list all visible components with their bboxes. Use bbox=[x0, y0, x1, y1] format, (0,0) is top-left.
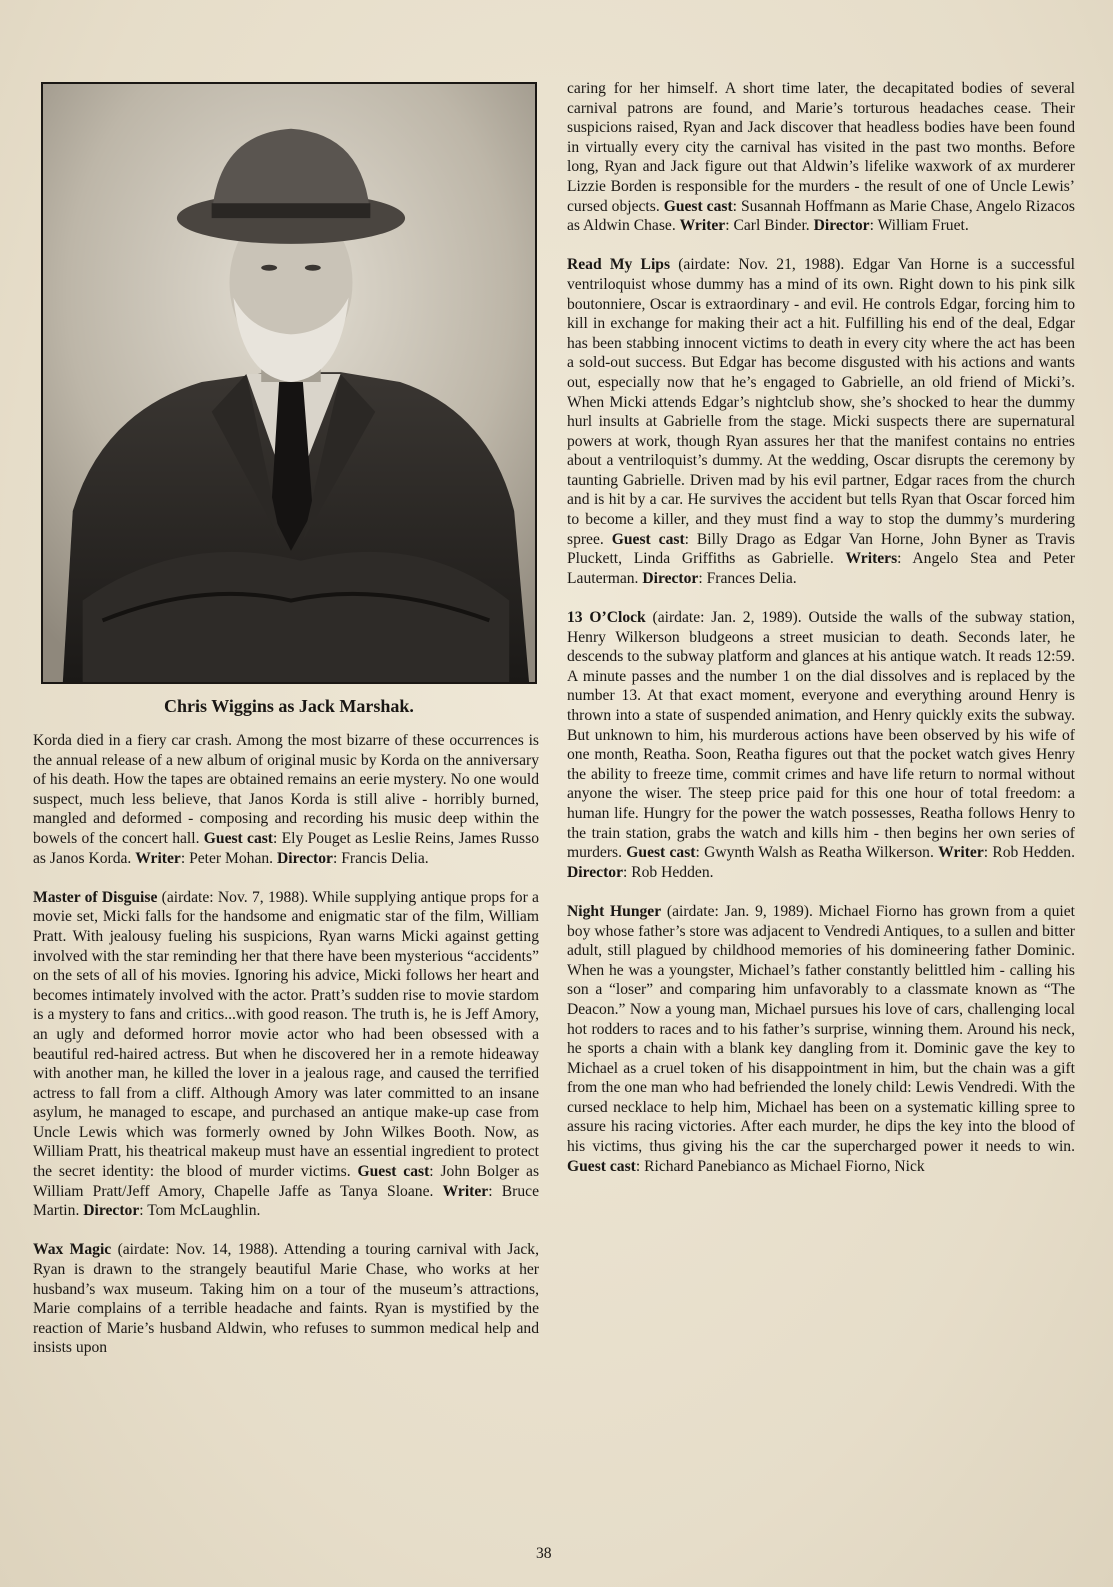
credit-label: Director bbox=[567, 863, 623, 881]
credit-label: Director bbox=[813, 217, 870, 235]
credit-text: Francis Delia. bbox=[341, 849, 429, 867]
portrait-image bbox=[43, 84, 535, 682]
credit-text: Angelo Stea and Peter Lauterman. bbox=[567, 550, 1075, 587]
episode-title: 13 O’Clock bbox=[567, 609, 646, 627]
credit-label: Director bbox=[276, 849, 333, 867]
credit-text: John Bolger as William Pratt/Jeff Amory, Chapelle Jaffe as Tanya Sloane. bbox=[33, 1163, 540, 1200]
credit-label: Writer bbox=[938, 844, 984, 862]
episode-night-hunger: Night Hunger (airdate: Jan. 9, 1989). Michael Fiorno has grown from a quiet boy whose father’s store was adjacent to Vendredi Antiques, to a sullen and bitter adult, still plagued by childhood memories of his domineering father Dominic. When he was a youngster, Michael’s father constantly belittled him - calling his son a “loser” and comparing him unfavorably to a classmate known as “The Deacon.” Now a young man, Michael pursues his love of cars, challenging local hot rodders to races and to his father’s surprise, winning them. Around his neck, he sports a chain with a blank key dangling from it. Dominic gave the key to Michael as a cruel token of his disappointment in him, but the chain was a gift from the one man who had befriended the lonely child: Lewis Vendredi. With the cursed necklace to help him, Michael has been on a systematic killing spree to assure his racing victories. After each murder, he dips the key into the blood of his victims, thus giving his the car the supercharged power it needs to win. Guest cast: Richard Panebianco as Michael Fiorno, Nick bbox=[567, 902, 1075, 1175]
credit-label: Guest cast bbox=[663, 197, 733, 215]
episode-body: Attending a touring carnival with Jack, Ryan is drawn to the strangely beautiful Marie Chase, who works at her husband’s wax museum. Taking him on a tour of the museum’s attractions, Marie complains of a terrible headache and faints. Ryan is mystified by the reaction of Marie’s husband Aldwin, who refuses to summon medical help and insists upon bbox=[33, 1241, 539, 1357]
right-column bbox=[567, 79, 1075, 1176]
credit-text: Billy Drago as Edgar Van Horne, John Byner as Travis Pluckett, Linda Griffiths as Gabrielle. bbox=[567, 530, 1076, 568]
credit-label: Guest cast bbox=[626, 844, 696, 862]
episode-airdate: (airdate: Nov. 7, 1988). bbox=[161, 888, 309, 906]
credit-text: Rob Hedden. bbox=[631, 863, 714, 881]
episode-body: caring for her himself. A short time later, the decapitated bodies of several carnival patrons are found, and Marie’s torturous headaches cease. Their suspicions raised, Ryan and Jack discover that headless bodies have been found in virtually every city the carnival has visited in the past two months. Before long, Ryan and Jack figure out that Aldwin’s lifelike waxwork of ax murderer Lizzie Borden is responsible for the murders - the result of one of Uncle Lewis’ cursed objects. bbox=[567, 80, 1075, 215]
credit-text: Frances Delia. bbox=[706, 569, 797, 587]
episode-title: Wax Magic bbox=[33, 1241, 112, 1259]
episode-body: While supplying antique props for a movie set, Micki falls for the handsome and enigmatic star of the film, William Pratt. With jealousy fueling his suspicions, Ryan warns Micki against getting involved with the star reminding her that there have been mysterious “accidents” on the sets of all of his movies. Ignoring his advice, Micki follows her heart and becomes intimately involved with the actor. Pratt’s sudden rise to movie stardom is a mystery to fans and critics...with good reason. The truth is, he is Jeff Amory, an ugly and deformed horror movie actor who had been obsessed with a beautiful red-haired actress. But when he discovered her in a remote hideaway with another man, he killed the lover in a jealous rage, and caused the terrified actress to fall from a cliff. Although Amory was later committed to an insane asylum, he managed to escape, and purchased an antique make-up case from Uncle Lewis which was formerly owned by John Wilkes Booth. Now, as William Pratt, his theatrical makeup must have an essential ingredient to protect the secret identity: the blood of murder victims. bbox=[33, 888, 539, 1181]
credit-text: Ely Pouget as Leslie Reins, James Russo as Janos Korda. bbox=[33, 829, 539, 867]
episode-korda-continued: Korda died in a fiery car crash. Among the most bizarre of these occurrences is the annual release of a new album of original music by Korda on the anniversary of his death. How the tapes are obtained remains an eerie mystery. No one would suspect, much less believe, that Janos Korda is still alive - horribly burned, mangled and deformed - composing and recording his music deep within the bowels of the concert hall. Guest cast: Ely Pouget as Leslie Reins, James Russo as Janos Korda. Writer: Peter Mohan. Director: Francis Delia. bbox=[33, 732, 539, 867]
portrait-photo bbox=[41, 82, 537, 684]
credit-text: Susannah Hoffmann as Marie Chase, Angelo Rizacos as Aldwin Chase. bbox=[567, 197, 1075, 235]
page-number: 38 bbox=[536, 1545, 552, 1562]
credit-label: Guest cast bbox=[567, 1157, 636, 1175]
credit-label: Writer bbox=[135, 849, 181, 867]
episode-wax-magic bbox=[33, 1240, 539, 1358]
episode-body: Edgar Van Horne is a successful ventriloquist whose dummy has a mind of its own. Right down to his pink silk boutonniere, Oscar is extraordinary - and evil. He controls Edgar, forcing him to kill in exchange for making their act a hit. Fulfilling his end of the deal, Edgar has been stabbing innocent victims to death in every city where the act has been a sold-out success. But Edgar has become disgusted with his actions and wants out, especially now that he’s engaged to Gabrielle, an old friend of Micki’s. When Micki attends Edgar’s nightclub show, she’s shocked to hear the dummy hurl insults at Gabrielle from the stage. Micki suspects there are supernatural powers at work, though Ryan assures her that the manifest contains no entries about a ventriloquist’s dummy. At the wedding, Oscar disrupts the ceremony by taunting Gabrielle. Driven mad by his evil partner, Edgar races from the church and is hit by a car. He survives the accident but tells Ryan that Oscar forced him to become a killer, and they must find a way to stop the dummy’s murdering spree. bbox=[567, 256, 1076, 548]
credit-label: Writers bbox=[845, 550, 898, 568]
credit-text: Bruce Martin. bbox=[33, 1182, 539, 1220]
episode-airdate: (airdate: Jan. 2, 1989). bbox=[652, 609, 802, 627]
episode-wax-magic-continued: caring for her himself. A short time later, the decapitated bodies of several carnival patrons are found, and Marie’s torturous headaches cease. Their suspicions raised, Ryan and Jack discover that headless bodies have been found in virtually every city the carnival has visited in the past two months. Before long, Ryan and Jack figure out that Aldwin’s lifelike waxwork of ax murderer Lizzie Borden is responsible for the murders - the result of one of Uncle Lewis’ cursed objects. Guest cast: Susannah Hoffmann as Marie Chase, Angelo Rizacos as Aldwin Chase. Writer: Carl Binder. Director: William Fruet. bbox=[567, 80, 1075, 235]
credit-label: Director bbox=[642, 569, 699, 587]
episode-13-oclock: 13 O’Clock (airdate: Jan. 2, 1989). Outside the walls of the subway station, Henry Wilkerson bludgeons a street musician to death. Seconds later, he descends to the subway platform and glances at his antique watch. It reads 12:59. A minute passes and the number 1 on the dial dissolves and is replaced by the number 13. At that exact moment, everyone and everything around Henry is thrown into a state of suspended animation, and Henry quickly exits the subway. But unknown to him, his murderous actions have been observed by his wife of one month, Reatha. Soon, Reatha figures out that the pocket watch gives Henry the ability to freeze time, commit crimes and have life return to normal without anyone the wiser. The steep price paid for this one hour of total freedom: a human life. Hungry for the power the watch possesses, Reatha follows Henry to the train station, grabs the watch and kills him - then begins her own series of murders. Guest cast: Gwynth Walsh as Reatha Wilkerson. Writer: Rob Hedden. Director: Rob Hedden. bbox=[567, 609, 1075, 881]
credit-text: Rob Hedden. bbox=[992, 844, 1075, 862]
episode-title: Read My Lips bbox=[567, 256, 671, 274]
credit-label: Guest cast bbox=[357, 1163, 430, 1181]
credit-text: William Fruet. bbox=[877, 217, 969, 235]
episode-title: Night Hunger bbox=[567, 902, 662, 920]
episode-title: Master of Disguise bbox=[33, 888, 158, 906]
credit-label: Writer bbox=[679, 217, 726, 235]
credit-text: Carl Binder. bbox=[733, 217, 810, 235]
left-column bbox=[33, 731, 539, 1358]
episode-master-of-disguise: Master of Disguise (airdate: Nov. 7, 1988). While supplying antique props for a movie set, Micki falls for the handsome and enigmatic star of the film, William Pratt. With jealousy fueling his suspicions, Ryan warns Micki against getting involved with the star reminding her that there have been mysterious “accidents” on the sets of all of his movies. Ignoring his advice, Micki follows her heart and becomes intimately involved with the actor. Pratt’s sudden rise to movie stardom is a mystery to fans and critics...with good reason. The truth is, he is Jeff Amory, an ugly and deformed horror movie actor who had been obsessed with a beautiful red-haired actress. But when he discovered her in a remote hideaway with another man, he killed the lover in a jealous rage, and caused the terrified actress to fall from a cliff. Although Amory was later committed to an insane asylum, he managed to escape, and purchased an antique make-up case from Uncle Lewis which was formerly owned by John Wilkes Booth. Now, as William Pratt, his theatrical makeup must have an essential ingredient to protect the secret identity: the blood of murder victims. Guest cast: John Bolger as William Pratt/Jeff Amory, Chapelle Jaffe as Tanya Sloane. Writer: Bruce Martin. Director: Tom McLaughlin. bbox=[33, 888, 540, 1220]
episode-airdate: (airdate: Jan. 9, 1989). bbox=[666, 902, 813, 920]
episode-airdate: (airdate: Nov. 14, 1988). bbox=[117, 1241, 278, 1259]
credit-text: Gwynth Walsh as Reatha Wilkerson. bbox=[704, 844, 934, 862]
episode-body: Michael Fiorno has grown from a quiet boy whose father’s store was adjacent to Vendredi Antiques, to a sullen and bitter adult, still plagued by childhood memories of his domineering father Dominic. When he was a youngster, Michael’s father constantly belittled him - calling his son a “loser” and comparing him unfavorably to a classmate known as “The Deacon.” Now a young man, Michael pursues his love of cars, challenging local hot rodders to races and to his father’s surprise, winning them. Around his neck, he sports a chain with a blank key dangling from it. Dominic gave the key to Michael as a cruel token of his disappointment in him, but the chain was a gift from the one man who had befriended the lonely child: Lewis Vendredi. With the cursed necklace to help him, Michael has been on a systematic killing spree to assure his racing victories. After each murder, he dips the key into the blood of his victims, thus giving his the car the supercharged power it needs to win. bbox=[567, 902, 1075, 1156]
credit-text: Peter Mohan. bbox=[189, 849, 274, 867]
korda-body: Korda died in a fiery car crash. Among the most bizarre of these occurrences is the annual release of a new album of original music by Korda on the anniversary of his death. How the tapes are obtained remains an eerie mystery. No one would suspect, much less believe, that Janos Korda is still alive - horribly burned, mangled and deformed - composing and recording his music deep within the bowels of the concert hall. bbox=[33, 732, 539, 847]
credit-label: Writer bbox=[442, 1182, 489, 1200]
credit-label: Director bbox=[83, 1202, 140, 1220]
photo-caption: Chris Wiggins as Jack Marshak. bbox=[164, 696, 414, 716]
credit-label: Guest cast bbox=[203, 829, 274, 847]
episode-airdate: (airdate: Nov. 21, 1988). bbox=[678, 256, 845, 274]
credit-text: Tom McLaughlin. bbox=[147, 1202, 261, 1220]
episode-body: Outside the walls of the subway station, Henry Wilkerson bludgeons a street musician to death. Seconds later, he descends to the subway platform and glances at his antique watch. It reads 12:59. A minute passes and the number 1 on the dial dissolves and is replaced by the number 13. At that exact moment, everyone and everything around Henry is thrown into a state of suspended animation, and Henry quickly exits the subway. But unknown to him, his murderous actions have been observed by his wife of one month, Reatha. Soon, Reatha figures out that the pocket watch gives Henry the ability to freeze time, commit crimes and have life return to normal without anyone the wiser. The steep price paid for this one hour of total freedom: a human life. Hungry for the power the watch possesses, Reatha follows Henry to the train station, grabs the watch and kills him - then begins her own series of murders. bbox=[567, 609, 1075, 862]
credit-label: Guest cast bbox=[611, 530, 685, 548]
credit-text: Richard Panebianco as Michael Fiorno, Nick bbox=[644, 1157, 925, 1175]
episode-read-my-lips: Read My Lips (airdate: Nov. 21, 1988). Edgar Van Horne is a successful ventriloquist whose dummy has a mind of its own. Right down to his pink silk boutonniere, Oscar is extraordinary - and evil. He controls Edgar, forcing him to kill in exchange for making their act a hit. Fulfilling his end of the deal, Edgar has been stabbing innocent victims to death in every city where the act has been a sold-out success. But Edgar has become disgusted with his actions and wants out, especially now that he’s engaged to Gabrielle, an old friend of Micki’s. When Micki attends Edgar’s nightclub show, she’s shocked to hear the dummy hurl insults at Gabrielle from the stage. Micki suspects there are supernatural powers at work, though Ryan assures her that the manifest contains no entries about a ventriloquist’s dummy. At the wedding, Oscar disrupts the ceremony by taunting Gabrielle. Driven mad by his evil partner, Edgar races from the church and is hit by a car. He survives the accident but tells Ryan that Oscar forced him to become a killer, and they must find a way to stop the dummy’s murdering spree. Guest cast: Billy Drago as Edgar Van Horne, John Byner as Travis Pluckett, Linda Griffiths as Gabrielle. Writers: Angelo Stea and Peter Lauterman. Director: Frances Delia. bbox=[567, 256, 1076, 587]
